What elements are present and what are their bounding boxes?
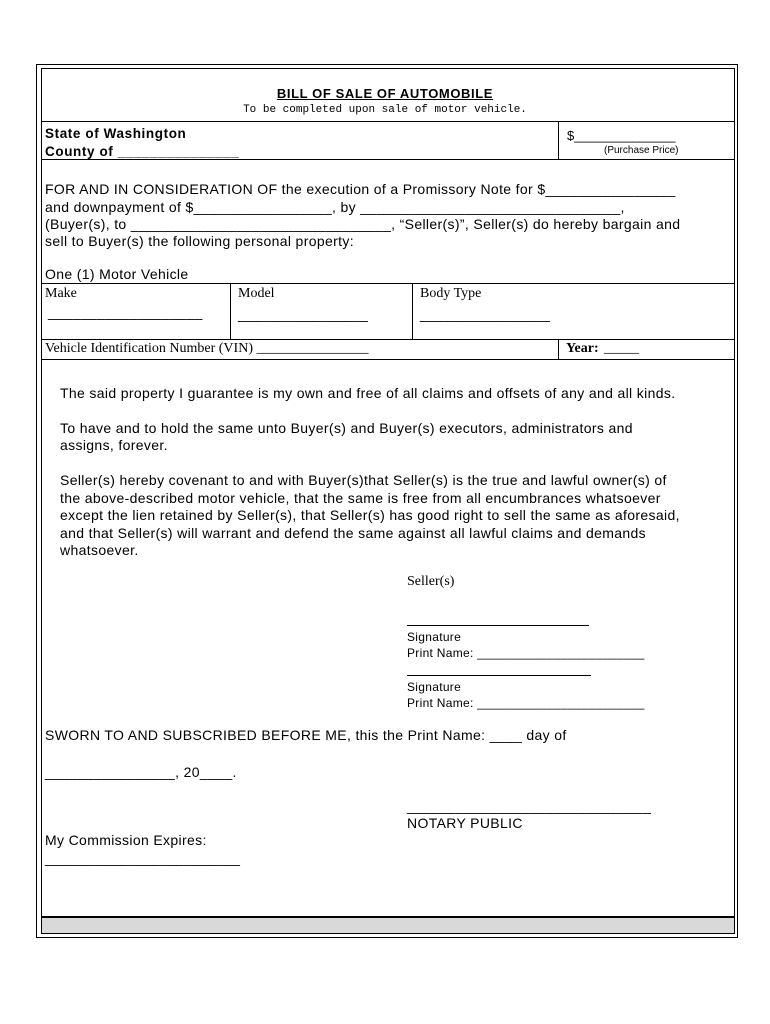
document-title: BILL OF SALE OF AUTOMOBILE xyxy=(276,86,494,101)
divider-price xyxy=(558,121,559,159)
divider-top xyxy=(41,121,735,122)
signature-label-1: Signature xyxy=(407,630,462,644)
purchase-price-label: (Purchase Price) xyxy=(604,145,679,156)
year-label: Year: xyxy=(566,341,599,356)
covenant-line-5: whatsoever. xyxy=(60,542,139,558)
divider-vin-top xyxy=(41,339,735,340)
vin-field[interactable]: Vehicle Identification Number (VIN) ________________ xyxy=(45,341,369,356)
make-field[interactable]: ___________________ xyxy=(48,304,203,320)
divider-model xyxy=(412,283,413,339)
divider-vehicle-top xyxy=(41,283,735,284)
covenant-line-1: Seller(s) hereby covenant to and with Buyer(s)that Seller(s) is the true and lawful owner(s) of xyxy=(60,472,667,488)
body-type-label: Body Type xyxy=(420,286,482,301)
consideration-line-3: (Buyer(s), to ________________________________, “Seller(s)”, Seller(s) do hereby bargain and xyxy=(45,216,681,232)
divider-year xyxy=(558,339,559,359)
body-type-field[interactable]: ________________ xyxy=(420,306,551,322)
consideration-line-4: sell to Buyer(s) the following personal property: xyxy=(45,233,354,249)
divider-state xyxy=(41,159,735,160)
notary-public-label: NOTARY PUBLIC xyxy=(407,815,523,831)
commission-expires-label: My Commission Expires: xyxy=(45,832,207,848)
print-name-field-2[interactable]: Print Name: ________________________ xyxy=(407,696,645,710)
vehicle-heading: One (1) Motor Vehicle xyxy=(45,266,189,282)
signature-line-1[interactable] xyxy=(407,625,589,626)
consideration-line-1: FOR AND IN CONSIDERATION OF the execution of a Promissory Note for $________________ xyxy=(45,181,676,197)
year-field[interactable]: _____ xyxy=(604,341,639,356)
covenant-line-2: the above-described motor vehicle, that the same is free from all encumbrances whatsoever xyxy=(60,490,661,506)
divider-vin-bottom xyxy=(41,359,735,360)
purchase-price-field[interactable]: $______________ xyxy=(567,128,676,143)
make-label: Make xyxy=(45,286,77,301)
print-name-field-1[interactable]: Print Name: ________________________ xyxy=(407,646,645,660)
model-field[interactable]: ________________ xyxy=(238,306,369,322)
county-field[interactable]: County of _______________ xyxy=(45,144,240,159)
consideration-line-2: and downpayment of $_________________, by ________________________________, xyxy=(45,199,625,215)
covenant-line-3: except the lien retained by Seller(s), that Seller(s) has good right to sell the same as aforesaid, xyxy=(60,507,680,523)
commission-expires-field[interactable]: ________________________ xyxy=(45,850,241,866)
hold-line-1: To have and to hold the same unto Buyer(s) and Buyer(s) executors, administrators and xyxy=(60,420,633,436)
document-subtitle: To be completed upon sale of motor vehicle. xyxy=(243,104,527,116)
hold-line-2: assigns, forever. xyxy=(60,437,168,453)
divider-make xyxy=(230,283,231,339)
notary-signature-field[interactable]: ______________________________ xyxy=(407,798,652,814)
state-label: State of Washington xyxy=(45,126,187,141)
guarantee-paragraph: The said property I guarantee is my own and free of all claims and offsets of any and all kinds. xyxy=(60,385,676,401)
footer-band xyxy=(41,917,735,934)
model-label: Model xyxy=(238,286,275,301)
sellers-label: Seller(s) xyxy=(407,574,455,589)
covenant-line-4: and that Seller(s) will warrant and defend the same against all lawful claims and demands xyxy=(60,525,646,541)
signature-label-2: Signature xyxy=(407,680,462,694)
date-field[interactable]: ________________, 20____. xyxy=(45,764,237,780)
sworn-statement: SWORN TO AND SUBSCRIBED BEFORE ME, this the Print Name: ____ day of xyxy=(45,727,567,743)
signature-line-2[interactable] xyxy=(407,675,591,676)
